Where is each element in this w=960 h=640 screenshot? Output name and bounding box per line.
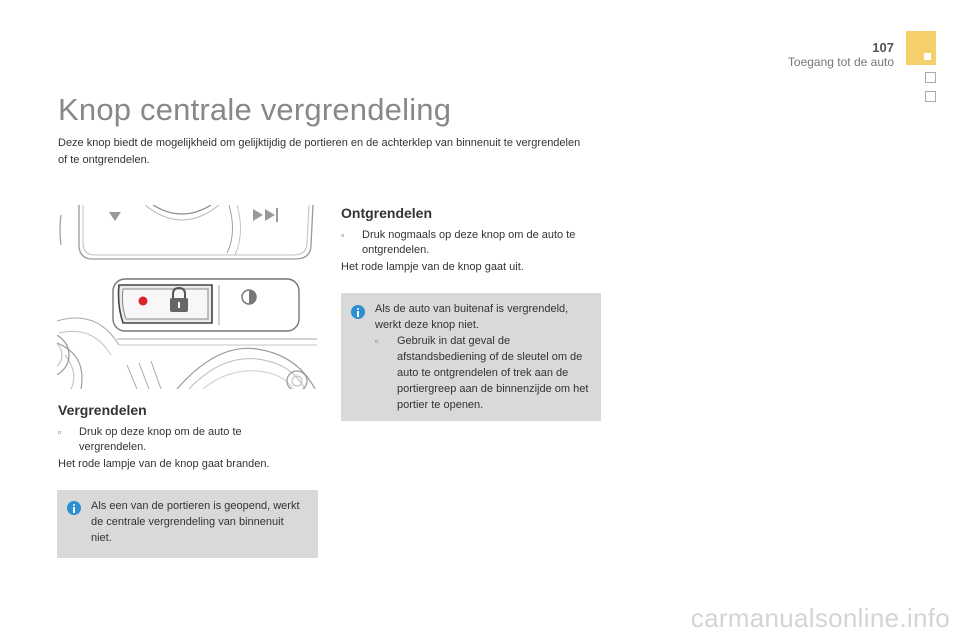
list-item-text: Druk nogmaals op deze knop om de auto te ontgrendelen. <box>362 229 576 256</box>
note-text: Als een van de portieren is geopend, werkt de centrale vergrendeling van binnenuit niet. <box>91 500 300 544</box>
dashboard-drawing <box>57 205 319 389</box>
info-icon <box>351 305 365 319</box>
watermark: carmanualsonline.info <box>690 603 950 633</box>
intro-paragraph: Deze knop biedt de mogelijkheid om gelijktijdig de portieren en de achterklep van binnenuit te vergrendelen of te ontgrendelen. <box>58 137 581 166</box>
list-item <box>58 425 283 455</box>
list-item <box>375 333 593 413</box>
red-indicator-led <box>139 297 148 306</box>
result-text: Het rode lampje van de knop gaat uit. <box>341 261 524 273</box>
rewind-icon <box>265 209 275 221</box>
note-box <box>341 293 601 421</box>
result-text: Het rode lampje van de knop gaat branden. <box>58 458 270 470</box>
list-item-text: Druk op deze knop om de auto te vergrendelen. <box>79 426 242 453</box>
chapter-title: Toegang tot de auto <box>787 55 894 69</box>
page-number: 107 <box>872 40 894 55</box>
note-box <box>57 490 318 558</box>
list-item-text: Gebruik in dat geval de afstandsbediening of de sleutel om de auto te ontgrendelen of trek aan de portiergreep aan de binnenzijde om het portier te openen. <box>397 335 589 411</box>
note-text: Als de auto van buitenaf is vergrendeld, werkt deze knop niet. <box>375 303 569 331</box>
info-icon <box>67 501 81 515</box>
bullet-mark: ▫ <box>341 230 345 240</box>
list-item <box>341 228 601 258</box>
section-heading-vergrendelen: Vergrendelen <box>58 402 147 418</box>
central-locking-button-illustration <box>57 205 319 389</box>
chapter-marker-box <box>925 91 936 102</box>
chapter-marker-box <box>925 72 936 83</box>
section-heading-ontgrendelen: Ontgrendelen <box>341 205 433 221</box>
bullet-mark: ▫ <box>375 336 379 346</box>
page-title: Knop centrale vergrendeling <box>58 92 452 127</box>
bullet-mark: ▫ <box>58 427 62 437</box>
chapter-tab <box>906 31 936 65</box>
